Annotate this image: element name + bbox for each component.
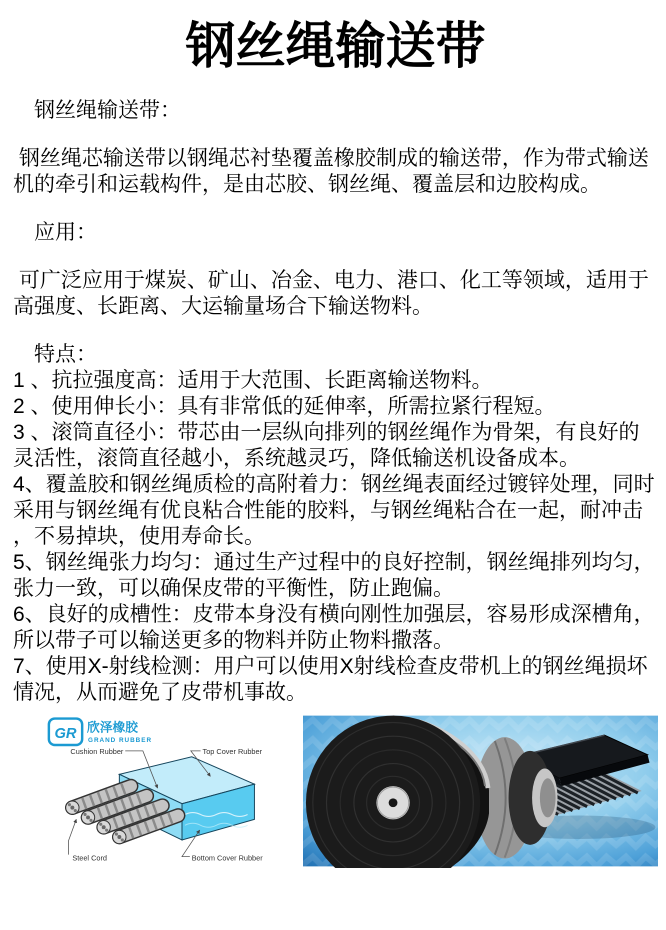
label-top-cover-rubber: Top Cover Rubber bbox=[202, 746, 263, 756]
feature-item: 7、使用X-射线检测：用户可以使用X射线检查皮带机上的钢丝绳损坏情况，从而避免了皮带机事故。 bbox=[13, 655, 648, 704]
feature-item: 4、覆盖胶和钢丝绳质检的高附着力：钢丝绳表面经过镀锌处理，同时采用与钢丝绳有优良粘合性能的胶料，与钢丝绳粘合在一起，耐冲击，不易掉块，使用寿命长。 bbox=[13, 473, 655, 548]
brand-name-cn: 欣泽橡胶 bbox=[87, 719, 138, 735]
feature-item: 1 、抗拉强度高：适用于大范围、长距离输送物料。 bbox=[13, 369, 493, 392]
label-bottom-cover-rubber: Bottom Cover Rubber bbox=[191, 853, 263, 863]
feature-item: 5、钢丝绳张力均匀：通过生产过程中的良好控制，钢丝绳排列均匀，张力一致，可以确保皮带的平衡性，防止跑偏。 bbox=[13, 551, 655, 600]
features-list bbox=[13, 368, 658, 706]
logo-monogram: GR bbox=[54, 726, 77, 743]
feature-item: 2 、使用伸长小：具有非常低的延伸率，所需拉紧行程短。 bbox=[13, 395, 556, 418]
application-heading: 应用： bbox=[13, 221, 97, 244]
application-paragraph: 可广泛应用于煤炭、矿山、冶金、电力、港口、化工等领域，适用于高强度、长距离、大运输量场合下输送物料。 bbox=[13, 269, 649, 318]
figure-row bbox=[43, 714, 658, 868]
belt-structure-diagram bbox=[43, 714, 291, 868]
features-heading: 特点： bbox=[13, 343, 97, 366]
intro-label: 钢丝绳输送带： bbox=[13, 99, 181, 122]
grand-rubber-logo-icon bbox=[49, 719, 82, 745]
feature-item: 6、良好的成槽性：皮带本身没有横向刚性加强层，容易形成深槽角，所以带子可以输送更多的物料并防止物料撒落。 bbox=[13, 603, 655, 652]
feature-item: 3 、滚筒直径小：带芯由一层纵向排列的钢丝绳作为骨架，有良好的灵活性，滚筒直径越小，系统越灵巧，降低输送机设备成本。 bbox=[13, 421, 640, 470]
brand-name-en: GRAND RUBBER bbox=[88, 737, 153, 745]
intro-paragraph: 钢丝绳芯输送带以钢绳芯衬垫覆盖橡胶制成的输送带，作为带式输送机的牵引和运载构件，是由芯胶、钢丝绳、覆盖层和边胶构成。 bbox=[13, 147, 649, 196]
belt-product-photo bbox=[303, 714, 658, 868]
label-cushion-rubber: Cushion Rubber bbox=[70, 746, 124, 756]
page-title: 钢丝绳输送带 bbox=[185, 18, 486, 74]
label-steel-cord: Steel Cord bbox=[72, 853, 107, 863]
